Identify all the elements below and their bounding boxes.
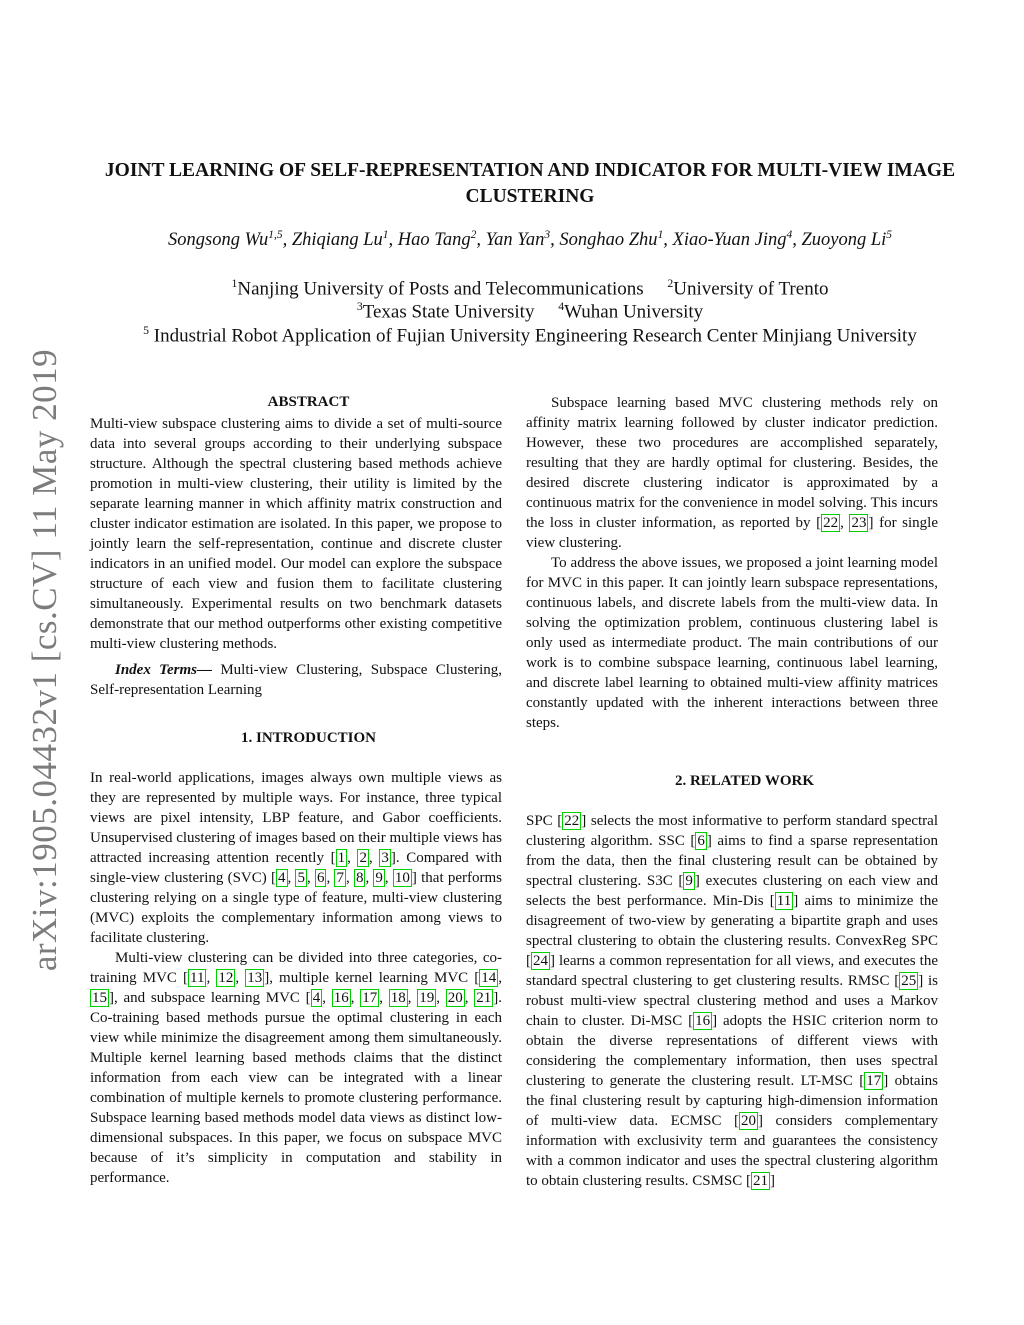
citation-link[interactable]: 2 [359,850,367,866]
citation-link[interactable]: 6 [697,833,705,849]
author-name: Zhiqiang Lu [291,230,383,251]
author-name: Hao Tang [397,230,471,251]
affiliation-name: Nanjing University of Posts and Telecommunications [237,278,644,300]
abstract-heading: ABSTRACT [267,394,350,410]
citation-link[interactable]: 5 [297,870,305,886]
citation-link[interactable]: 11 [776,893,792,909]
citation-link[interactable]: 9 [375,870,383,886]
author-affiliation-mark: 1,5 [268,229,283,241]
citation-link[interactable]: 19 [419,990,435,1006]
affiliation-line-3 [70,324,990,347]
citation-link[interactable]: 14 [481,970,497,986]
author-affiliation-mark: 3 [544,229,551,241]
citation-link[interactable]: 17 [362,990,378,1006]
citation-link[interactable]: 10 [394,870,410,886]
paper-title: JOINT LEARNING OF SELF-REPRESENTATION AND INDICATOR FOR MULTI-VIEW IMAGE CLUSTERING [104,160,956,207]
author-name: Xiao-Yuan Jing [672,230,787,251]
citation-link[interactable]: 16 [695,1013,711,1029]
author-list: Songsong Wu$^{1,5}$, Zhiqiang Lu$^1$, Hao Tang$^2$, Yan Yan$^3$, Songhao Zhu$^1$, Xiao-Yuan Jing$^4$, Zuoyong Li$^5$ [168,229,892,251]
right-paragraph-1: Subspace learning based MVC clustering methods rely on affinity matrix learning followed by cluster indicator prediction. However, these two procedures are accomplished separately, resulting that they are hardly optimal for clustering. Besides, the desired discrete clustering indicator is approximated by a continuous matrix for the convenience in model solving. This incurs the loss in cluster information, as reported by [ 22 , 23 ] for single view clustering. [526,395,938,551]
citation-link[interactable]: 7 [336,870,344,886]
author-affiliation-mark: 2 [470,229,477,241]
author-name: Yan Yan [485,230,545,251]
citation-link[interactable]: 16 [333,990,349,1006]
citation-link[interactable]: 22 [564,813,580,829]
affiliation-name: Industrial Robot Application of Fujian University Engineering Research Center Minjiang University [149,325,917,347]
intro-paragraph-1: In real-world applications, images always own multiple views as they are represented by multiple ways. For instance, three typical views are pixel intensity, LBP feature, and Gabor coefficients. Unsupervised clustering of images based on their multiple views has attracted increasing attention recently [ 1 , 2 , 3 ]. Compared with single-view clustering (SVC) [ 4 , 5 , 6 , 7 , 8 , 9 , 10 ] that performs clustering relying on a single type of feature, multi-view clustering (MVC) exploits the complementary information among views to facilitate clustering. [90,770,503,946]
citation-link[interactable]: 6 [316,870,325,886]
citation-link[interactable]: 3 [381,850,389,866]
affiliation-name: Texas State University [362,301,535,323]
affiliation-line-2 [70,300,990,323]
intro-paragraph-2: Multi-view clustering can be divided into three categories, co-training MVC [ 11 , 12 , 13 ], multiple kernel learning MVC [ 14 , 15 ], and subspace learning MVC [ 4 , 16 , 17 , 18 , 19 , 20 , 21 ]. Co-training based methods pursue the optimal clustering in each view while minimize the disagreement among them simultaneously. Multiple kernel learning based methods claims that the distinct information from each view can be integrated with a linear combination of multiple kernels to promote clustering performance. Subspace learning based methods model data views as distinct low-dimensional subspaces. In this paper, we focus on subspace MVC because of it’s simplicity in computation and stability in performance. [90,950,503,1186]
citation-link[interactable]: 20 [741,1113,756,1129]
affiliation-name: University of Trento [673,278,829,300]
citation-link[interactable]: 22 [823,515,839,531]
citation-link[interactable]: 21 [476,990,492,1006]
citation-link[interactable]: 18 [390,990,406,1006]
affiliation-mark: 5 [143,324,150,337]
citation-link[interactable]: 1 [337,850,346,866]
citation-link[interactable]: 8 [355,870,364,886]
affiliation-name: Wuhan University [564,301,704,323]
author-affiliation-mark: 4 [786,229,793,241]
citation-link[interactable]: 13 [247,970,263,986]
related-work-paragraph: SPC [ 22 ] selects the most informative to perform standard spectral clustering algorithm. SSC [ 6 ] aims to find a sparse representation from the data, then the final clustering result can be obtained by spectral clustering. S3C [ 9 ] executes clustering on each view and selects the best performance. Min-Dis [ 11 ] aims to minimize the disagreement of two-view by generating a bipartite graph and uses spectral clustering to obtain the clustering results. ConvexReg SPC [ 24 ] learns a common representation for all views, and executes the standard spectral clustering to get clustering results. RMSC [ 25 ] is robust multi-view spectral clustering method and uses a Markov chain to cluster. Di-MSC [ 16 ] adopts the HSIC criterion norm to obtain the diverse representations of different views with considering the complementary information, then uses spectral clustering to generate the clustering result. LT-MSC [ 17 ] obtains the final clustering result by capturing high-dimension information of multi-view data. ECMSC [ 20 ] considers complementary information with exclusivity term and guarantees the consistency with a common indicator and uses the spectral clustering algorithm to obtain clustering results. CSMSC [ 21 ] [526,813,939,1189]
author-affiliation-mark: 5 [886,229,892,241]
affiliation-mark: 2 [667,277,674,290]
citation-link[interactable]: 21 [753,1173,768,1189]
citation-link[interactable]: 4 [312,990,321,1006]
arxiv-identifier: arXiv:1905.04432v1 [cs.CV] 11 May 2019 [25,348,65,972]
citation-link[interactable]: 4 [278,870,286,886]
author-affiliation-mark: 1 [657,229,664,241]
introduction-heading: 1. INTRODUCTION [240,730,376,746]
citation-link[interactable]: 12 [218,970,234,986]
author-name: Zuoyong Li [801,230,887,251]
author-affiliation-mark: 1 [382,229,389,241]
arxiv-sidebar-stamp [25,340,65,980]
citation-link[interactable]: 23 [851,515,867,531]
citation-link[interactable]: 24 [533,953,548,969]
related-work-heading: 2. RELATED WORK [674,773,815,789]
left-column [90,392,502,1188]
abstract-text: Multi-view subspace clustering aims to divide a set of multi-source data into several groups according to their underlying subspace structure. Although the spectral clustering based methods achieve promotion in multi-view clustering, their utility is limited by the separate learning manner in which affinity matrix construction and cluster indicator estimation are isolated. In this paper, we propose to jointly learn the self-representation, continue and discrete cluster indicators in an unified model. Our model can explore the subspace structure of each view and fusion them to facilitate clustering simultaneously. Experimental results on two benchmark datasets demonstrate that our method outperforms other existing competitive multi-view clustering methods. [90,416,502,652]
citation-link[interactable]: 15 [92,990,107,1006]
affiliation-mark: 3 [356,300,363,313]
affiliation-mark: 4 [558,300,565,313]
index-terms [90,660,502,700]
right-column [526,393,938,1191]
author-name: Songsong Wu [168,230,269,251]
citation-link[interactable]: 17 [866,1073,882,1089]
citation-link[interactable]: 25 [901,973,917,989]
citation-link[interactable]: 20 [447,990,463,1006]
affiliation-mark: 1 [231,277,238,290]
right-paragraph-2: To address the above issues, we proposed a joint learning model for MVC in this paper. It can jointly learn subspace representations, continuous labels, and discrete labels from the multi-view data. In solving the optimization problem, continuous clustering label is only used as intermediate product. The main contributions of our work is to combine subspace learning, continuous label learning, and discrete label learning to obtained multi-view affinity matrices constantly updated with the inherent interactions between three steps. [526,555,938,731]
citation-link[interactable]: 9 [685,873,693,889]
index-terms-text: Multi-view Clustering, Subspace Clustering, Self-representation Learning [90,662,503,698]
index-terms-label: Index Terms— [115,662,212,678]
author-name: Songhao Zhu [559,230,658,251]
affiliation-line-1 [70,277,990,300]
citation-link[interactable]: 11 [190,970,205,986]
